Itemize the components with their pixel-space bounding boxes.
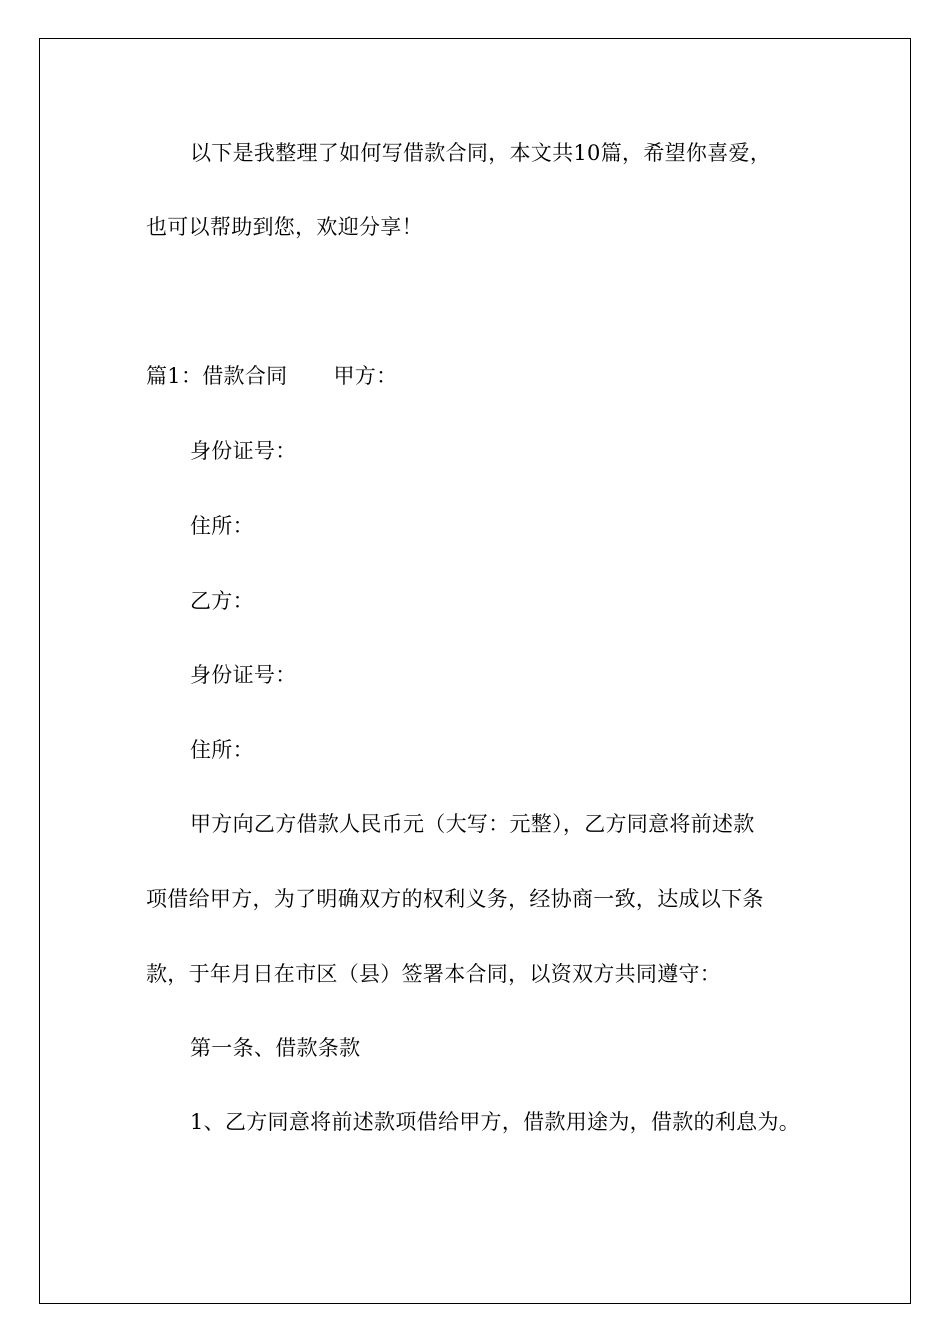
section-heading <box>146 362 397 390</box>
party-a-label: 甲方： <box>333 364 398 388</box>
body-paragraph-line-2: 项借给甲方，为了明确双方的权利义务，经协商一致，达成以下条 <box>146 887 764 911</box>
heading-title: 篇1：借款合同 <box>146 364 288 388</box>
body-paragraph-line-1: 甲方向乙方借款人民币元（大写：元整），乙方同意将前述款 <box>190 812 755 836</box>
article-1-item-1: 1、乙方同意将前述款项借给甲方，借款用途为，借款的利息为。 <box>190 1110 801 1134</box>
body-paragraph-line-3: 款，于年月日在市区（县）签署本合同，以资双方共同遵守： <box>146 962 722 986</box>
intro-line-1: 以下是我整理了如何写借款合同，本文共10篇，希望你喜爱， <box>190 141 772 165</box>
party-a-id-label: 身份证号： <box>190 439 297 463</box>
party-b-address-label: 住所： <box>190 738 254 762</box>
party-b-id-label: 身份证号： <box>190 663 297 687</box>
article-1-title: 第一条、借款条款 <box>190 1036 361 1060</box>
party-a-address-label: 住所： <box>190 514 254 538</box>
intro-line-2: 也可以帮助到您，欢迎分享！ <box>146 215 423 239</box>
party-b-label: 乙方： <box>190 589 254 613</box>
